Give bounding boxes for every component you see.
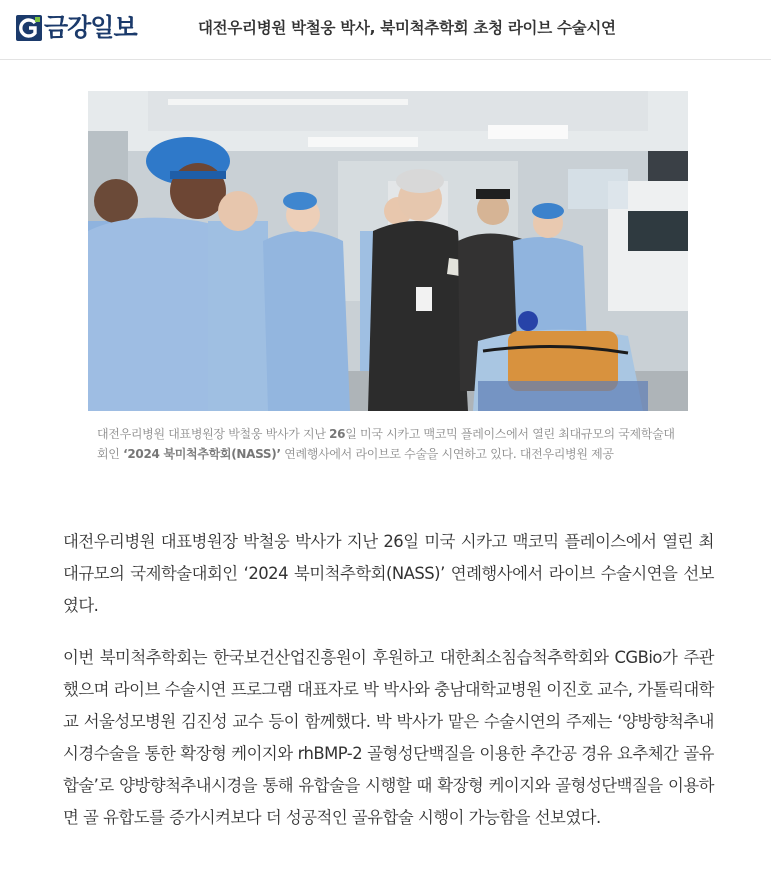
site-header — [0, 0, 771, 60]
logo-g-icon — [16, 15, 42, 41]
page-title: 대전우리병원 박철웅 박사, 북미척추학회 초청 라이브 수술시연 — [198, 19, 616, 37]
caption-bold-2: ‘2024 북미척추학회(NASS)’ — [123, 447, 281, 461]
article-photo — [88, 91, 688, 411]
caption-text-1: 대전우리병원 대표병원장 박철웅 박사가 지난 — [97, 427, 330, 441]
caption-text-2: 일 미국 시카고 맥코믹 플레이스에서 열린 최대규모의 국제학술대회인 — [97, 427, 675, 461]
article-paragraph: 이번 북미척추학회는 한국보건산업진흥원이 후원하고 대한최소침습척추학회와 CGBio가 주관했으며 라이브 수술시연 프로그램 대표자로 박 박사와 충남대학교병원 이진호 교수, 가톨릭대학교 서울성모병원 김진성 교수 등이 함께했다. 박 박사가 맡은 수술시연의 주제는 ‘양방향척추내시경수술을 통한 확장형 케이지와 rhBMP-2 골형성단백질을 이용한 추간공 경유 요추체간 골유합술’로 양방향척추내시경을 통해 유합술을 시행할 때 확장형 케이지와 골형성단백질을 이용하면 골 유합도를 증가시켜보다 더 성공적인 골유합술 시행이 가능함을 선보였다. — [63, 648, 714, 827]
article-paragraph: 대전우리병원 대표병원장 박철웅 박사가 지난 26일 미국 시카고 맥코믹 플레이스에서 열린 최대규모의 국제학술대회인 ‘2024 북미척추학회(NASS)’ 연례행사에서 라이브 수술시연을 선보였다. — [63, 532, 714, 615]
caption-credit: 대전우리병원 제공 — [519, 447, 614, 461]
caption-text-3: 연례행사에서 라이브로 수술을 시연하고 있다. — [280, 447, 520, 461]
logo-wordmark: 금강일보 — [44, 13, 137, 42]
caption-bold-1: 26 — [329, 427, 346, 441]
photo-caption — [97, 424, 679, 464]
site-logo[interactable] — [16, 12, 137, 44]
